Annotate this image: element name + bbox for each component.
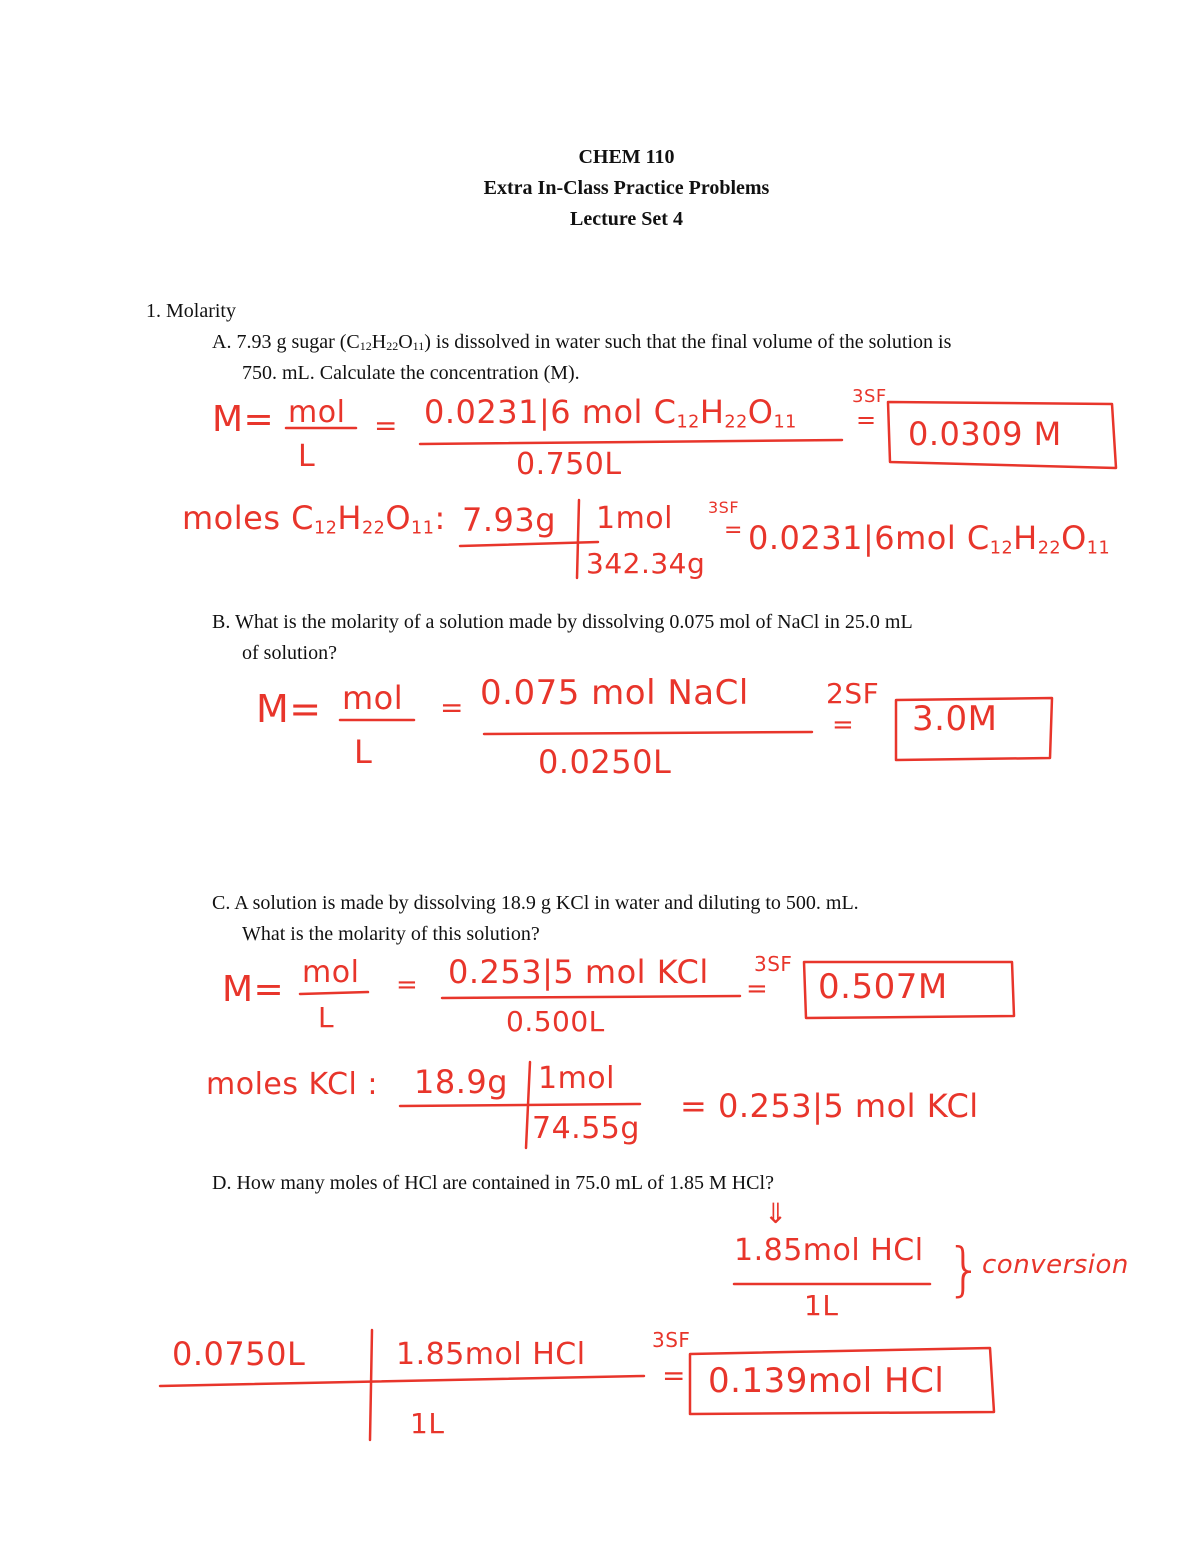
d-conversion-denominator: 1L [804,1289,839,1322]
c-answer: 0.507M [818,967,948,1007]
c-conversion-divider [526,1062,530,1148]
b-molarity-symbol: M= [256,687,322,731]
a-molar-mass: 342.34g [586,547,706,580]
d-answer: 0.139mol HCl [708,1361,945,1401]
d-arrow: ⇓ [764,1197,788,1230]
b-sig-figs-note: 2SF [826,677,880,710]
a-conversion-divider [577,500,579,578]
a-conversion-bar [460,542,598,546]
c-conversion-bar [400,1104,640,1106]
a-denominator: 0.750L [516,447,622,482]
problem-d-line1: D. How many moles of HCl are contained in 75.0 mL of 1.85 M HCl? [212,1172,774,1194]
a-moles-label: moles $C_{12}H_{22}O_{11}$: [182,499,446,539]
lecture-set-title: Lecture Set 4 [570,208,683,230]
a-equals-sign: = [374,409,398,442]
d-conversion-label: conversion [982,1250,1129,1280]
c-mol-fraction-bar [300,992,368,994]
c-moles-label: moles KCl : [206,1067,378,1102]
problem-a-line1: A. 7.93 g sugar $(C_{12}H_{22}O_{11})$ is dissolved in water such that the final volume of the solution is [212,331,952,353]
c-main-fraction-bar [442,996,740,998]
d-divider [370,1330,372,1440]
b-main-fraction-bar [484,732,812,734]
b-numerator: 0.075 mol NaCl [480,673,749,713]
c-molar-mass: 74.55g [532,1111,640,1146]
section-title: 1. Molarity [146,300,236,322]
a-sf-equals: = [856,406,877,434]
a-sig-figs-note-2: 3SF [708,498,740,517]
a-molarity-symbol: M= [212,399,275,440]
d-main-fraction-bar [160,1376,644,1386]
c-l-label: L [318,1001,335,1034]
c-denominator: 0.500L [506,1005,605,1038]
b-l-label: L [354,733,373,771]
d-sf-equals: = [662,1359,686,1392]
c-mol-label: mol [302,955,360,990]
a-main-fraction-bar [420,440,842,444]
b-mol-label: mol [342,679,404,717]
c-numerator: 0.253|5 mol KCl [448,953,709,991]
c-moles-result: = 0.253|5 mol KCl [680,1087,979,1125]
a-l-label: L [298,439,316,474]
problem-b-line2: of solution? [242,642,337,664]
a-answer: 0.0309 M [908,415,1062,453]
c-equals-sign: = [396,970,419,1000]
b-sf-equals: = [832,710,855,740]
a-mass: 7.93g [462,501,557,539]
c-sf-equals: = [746,974,769,1004]
c-molarity-symbol: M= [222,969,285,1010]
b-equals-sign: = [440,691,464,724]
course-title: CHEM 110 [578,146,675,168]
c-sig-figs-note: 3SF [754,952,793,976]
a-sf2-equals: = [724,518,743,543]
problem-a-line2: 750. mL. Calculate the concentration (M). [242,362,580,384]
d-factor-numerator: 1.85mol HCl [396,1337,586,1372]
problem-c-line2: What is the molarity of this solution? [242,923,540,945]
a-sig-figs-note: 3SF [852,386,887,407]
b-answer: 3.0M [912,699,998,739]
d-conversion-numerator: 1.85mol HCl [734,1233,924,1268]
problem-c-line1: C. A solution is made by dissolving 18.9 g KCl in water and diluting to 500. mL. [212,892,859,914]
c-mass: 18.9g [414,1063,509,1101]
a-moles-result: 0.0231|6mol $C_{12}H_{22}O_{11}$ [748,519,1111,559]
a-one-mol: 1mol [596,501,673,536]
d-sig-figs-note: 3SF [652,1328,691,1352]
worksheet-subtitle: Extra In-Class Practice Problems [483,177,770,199]
d-volume: 0.0750L [172,1335,306,1373]
d-brace: } [946,1235,984,1303]
b-denominator: 0.0250L [538,743,672,781]
problem-b-line1: B. What is the molarity of a solution made by dissolving 0.075 mol of NaCl in 25.0 mL [212,611,913,633]
c-one-mol: 1mol [538,1061,615,1096]
a-numerator: 0.0231|6 mol $C_{12}H_{22}O_{11}$ [424,393,797,433]
a-mol-label: mol [288,395,346,430]
d-factor-denominator: 1L [410,1407,445,1440]
